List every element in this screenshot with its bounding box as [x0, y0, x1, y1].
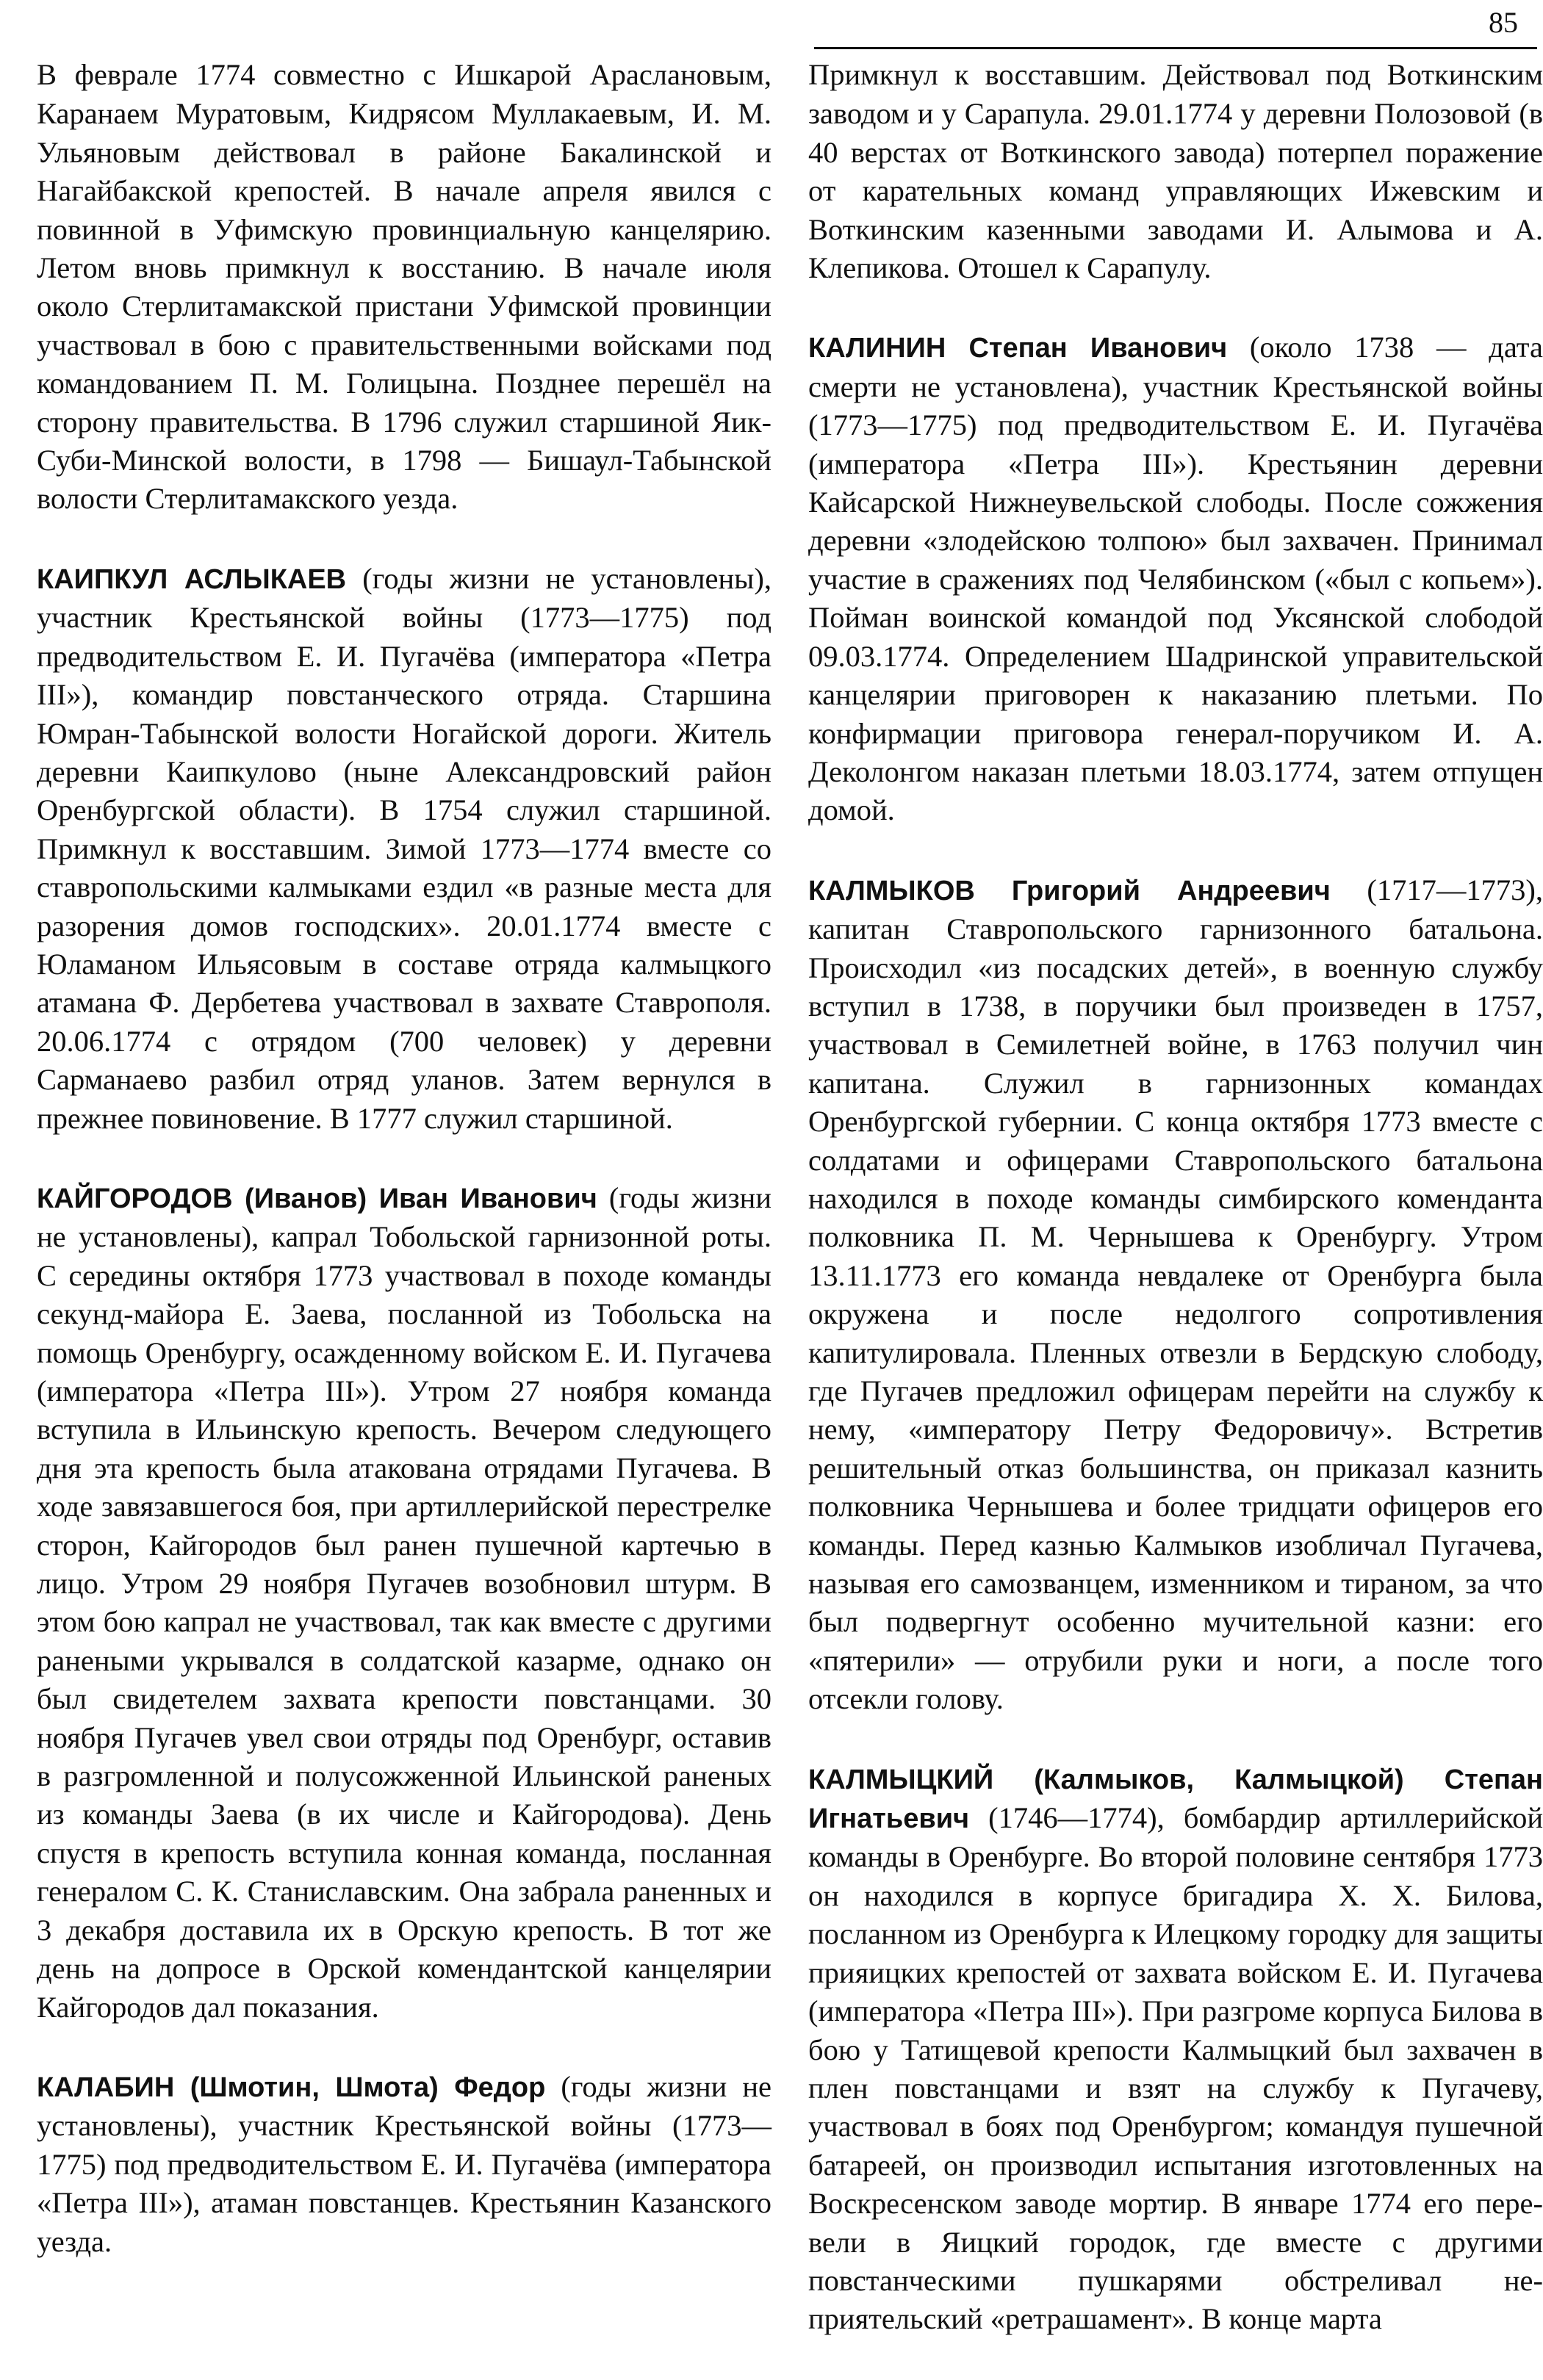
right-column	[808, 56, 1543, 2380]
entry-headword: КАЛМЫКОВ Григорий Андреевич	[808, 875, 1331, 906]
entry-kaigorodov	[37, 1179, 772, 2027]
entry-headword: КАЙГОРОДОВ (Иванов) Иван Иванович	[37, 1183, 597, 1214]
entry-kalinin	[808, 328, 1543, 829]
entry-headword: КАИПКУЛ АСЛЫКАЕВ	[37, 563, 347, 595]
page-number: 85	[1489, 6, 1518, 39]
entry-body: В феврале 1774 совместно с Ишкарой Араслановым, Каранаем Муратовым, Кидрясом Муллакаевым, И. М. Ульяновым действовал в районе Бакалинской и Нагайбакской крепостей. В начале апреля явился с повинной в Уфимскую провинциальную канцелярию. Летом вновь примкнул к восстанию. В начале июля около Стерлитамакской пристани Уфимской провинции участвовал в бою с правительственными войсками под командованием П. М. Голицына. Позднее перешёл на сторону правительства. В 1796 служил старшиной Яик-Суби-Минской волости, в 1798 — Бишаул-Табынской волости Стерлитамакского уезда.	[37, 58, 772, 516]
header-rule	[814, 47, 1537, 49]
entry-body: (около 1738 — дата смерти не установлена), участник Крестьянской войны (1773—1775) под предводительством Е. И. Пугачёва (императора «Петра III»). Крестьянин деревни Кайсарской Нижнеувельской слободы. После сожжения деревни «злодейскою толпою» был захвачен. Принимал участие в сражениях под Челябинском («был с копьем»). Пойман воинской командой под Уксянской слободой 09.03.1774. Определением Шадринской управительской канцелярии приговорен к наказанию плетьми. По конфирмации приговора генерал-поручиком И. А. Деколонгом наказан плетьми 18.03.1774, затем отпущен домой.	[808, 331, 1543, 827]
entry-headword: КАЛАБИН (Шмотин, Шмота) Федор	[37, 2071, 546, 2103]
entry-kalabin	[37, 2068, 772, 2261]
entry-kalmytsky	[808, 1760, 1543, 2339]
left-column	[37, 56, 772, 2302]
entry-body: (годы жизни не установлены), капрал Тобольской гарнизонной роты. С середины октября 1773 участвовал в походе команды секунд-майора Е. Заева, посланной из Тобольска на помощь Оренбургу, осажденному войском Е. И. Пугачева (императора «Петра III»). Утром 27 ноября команда вступила в Ильинскую крепость. Вечером следующего дня эта крепость была атакована отрядами Пугачева. В ходе завязавшегося боя, при артиллерийской перестрелке сторон, Кайгородов был ранен пушечной картечью в лицо. Утром 29 ноября Пугачев возобновил штурм. В этом бою капрал не участвовал, так как вместе с другими ранеными укрывался в солдатской казарме, однако он был свидетелем захвата крепости повстанцами. 30 ноября Пугачев увел свои отряды под Оренбург, оставив в разгромленной и полусожженной Ильинской раненых из команды Заева (в их числе и Кайгородова). День спустя в крепость вступила конная команда, посланная генералом С. К. Станиславским. Она забрала раненных и 3 декабря доставила их в Орскую крепость. В тот же день на допросе в Орской комендантской канцелярии Кайгородов дал показания.	[37, 1180, 772, 2024]
entry-body: (годы жизни не установлены), участник Крестьянской войны (1773—1775) под предводительством Е. И. Пугачёва (императора «Петра III»), командир повстанческого отряда. Старшина Юмран-Табынской волости Ногайской дороги. Житель деревни Каипкулово (ныне Александровский район Оренбургской области). В 1754 служил старшиной. Примкнул к восставшим. Зимой 1773—1774 вместе со ставропольскими калмыками ездил «в разные места для разорения домов господских». 20.01.1774 вместе с Юламаном Ильясовым в составе отряда калмыцкого атамана Ф. Дербетева участвовал в захвате Ставрополя. 20.06.1774 с отрядом (700 человек) у деревни Сарманаево разбил отряд уланов. Затем вернулся в прежнее повиновение. В 1777 служил старшиной.	[37, 561, 772, 1135]
entry-headword: КАЛМЫЦКИЙ (Калмыков, Калмыцкой) Степан Игнатьевич	[808, 1764, 1543, 1835]
entry-body: (1746—1774), бомбардир артиллерийской команды в Оренбурге. Во второй половине сентября 1773 он находился в корпусе бригадира Х. Х. Билова, посланном из Оренбурга к Илецкому городку для защиты прияицких крепостей от захвата войском Е. И. Пугачева (императора «Петра III»). При разгроме корпуса Билова в бою у Татищевой крепости Калмыцкий был захвачен в плен повстанцами и взят на службу к Пугачеву, участвовал в боях под Оренбургом; командуя пушечной батареей, он производил испытания изготовленных на Воскресенском заводе мортир. В январе 1774 его перевели в Яицкий городок, где вместе с другими повстанческими пушкарями обстреливал неприятельский «ретрашамент». В конце марта	[808, 1801, 1543, 2336]
entry-continuation	[808, 56, 1543, 287]
entry-body: (1717—1773), капитан Ставропольского гарнизонного батальона. Происходил «из посадских детей», в военную службу вступил в 1738, в поручики был произведен в 1757, участвовал в Семилетней войне, в 1763 получил чин капитана. Служил в гарнизонных командах Оренбургской губернии. С конца октября 1773 вместе с солдатами и офицерами Ставропольского батальона находился в походе команды симбирского коменданта полковника П. М. Чернышева к Оренбургу. Утром 13.11.1773 его команда невдалеке от Оренбурга была окружена и после недолгого сопротивления капитулировала. Пленных отвезли в Бердскую слободу, где Пугачев предложил офицерам перейти на службу к нему, «императору Петру Федоровичу». Встретив решительный отказ большинства, он приказал казнить полковника Чернышева и более тридцати офицеров его команды. Перед казнью Калмыков изобличал Пугачева, называя его самозванцем, изменником и тираном, за что был подвергнут особенно мучительной казни: его «пятерили» — отрубили руки и ноги, а после того отсекли голову.	[808, 873, 1543, 1716]
entry-continuation	[37, 56, 772, 519]
entry-kaipkul-aslykaev	[37, 560, 772, 1138]
entry-headword: КАЛИНИН Степан Иванович	[808, 333, 1228, 364]
entry-body: Примкнул к восставшим. Действовал под Воткинским заводом и у Сарапула. 29.01.1774 у деревни Полозовой (в 40 верстах от Воткинского завода) потерпел поражение от карательных команд управляющих Ижевским и Воткинским казенными заводами И. Алымова и А. Клепикова. Отошел к Сарапулу.	[808, 58, 1543, 285]
entry-body: (годы жизни не установлены), участник Крестьянской войны (1773—1775) под предводительством Е. И. Пугачёва (императора «Петра III»), атаман повстанцев. Крестьянин Казанского уезда.	[37, 2069, 772, 2258]
entry-kalmykov	[808, 871, 1543, 1719]
